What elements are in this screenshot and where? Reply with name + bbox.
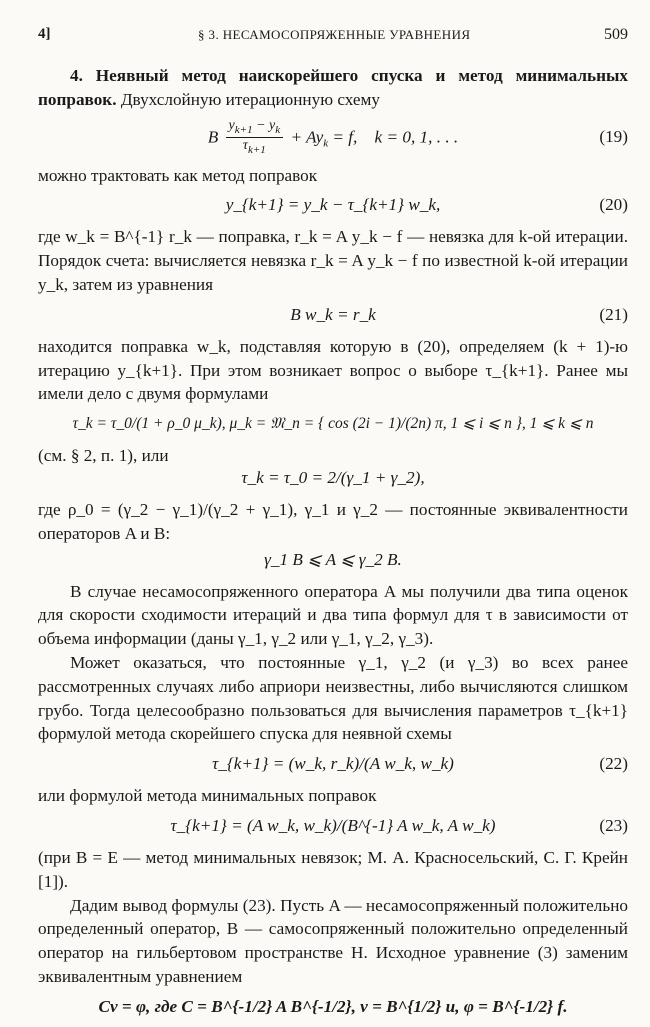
running-header (38, 26, 628, 50)
subsection-heading: 4. Неявный метод наискорейшего спуска и метод минимальных поправок. (38, 66, 628, 109)
formula-tau-zero (38, 464, 628, 494)
paragraph-unknown-constants: Может оказаться, что постоянные γ_1, γ_2 (и γ_3) во всех ранее рассмотренных случаях либо априори неизвестны, либо вычисляются слишком грубо. Тогда целесообразно пользоваться для вычисления параметров τ_{k+1} формулой метода скорейшего спуска для неявной схемы (38, 652, 628, 744)
equation-final-formula: Cv = φ, где C = B^{-1/2} A B^{-1/2}, v = B^{1/2} u, φ = B^{-1/2} f. (98, 996, 568, 1016)
equation-20-formula: y_{k+1} = y_k − τ_{k+1} w_k, (225, 195, 441, 215)
equation-21-number: (21) (599, 304, 628, 324)
running-title: § 3. НЕСАМОСОПРЯЖЕННЫЕ УРАВНЕНИЯ (198, 27, 471, 42)
page-body (38, 64, 628, 1027)
paragraph-derivation: Дадим вывод формулы (23). Пусть A — несамосопряженный положительно определенный оператор, B — самосопряженный положительно определенный оператор на гильбертовом пространстве H. Исходное уравнение (3) заменим эквивалентным уравнением (38, 895, 628, 986)
formula-tau-mu-text: τ_k = τ_0/(1 + ρ_0 μ_k), μ_k = 𝔐_n = { cos (2i − 1)/(2n) π, 1 ⩽ i ⩽ n }, 1 ⩽ k ⩽ n (72, 415, 594, 433)
equation-20 (38, 191, 628, 221)
formula-tau-mu (38, 410, 628, 440)
equation-final (38, 993, 628, 1023)
equation-22 (38, 750, 628, 780)
paragraph-heading (38, 64, 628, 112)
intro-text: Двухслойную итерационную схему (120, 89, 381, 109)
equation-19-formula: B $\frac{y_{k+1} - y_k}{\tau_{k+1}}$ + $Ay_k = f$, k = 0, 1, . . . (207, 117, 459, 157)
equation-21 (38, 301, 628, 331)
formula-gamma-bounds (38, 546, 628, 576)
equation-22-number: (22) (599, 754, 628, 774)
paragraph-rho: где ρ_0 = (γ_2 − γ_1)/(γ_2 + γ_1), γ_1 и γ_2 — постоянные эквивалентности операторов A и B: (38, 499, 628, 543)
equation-21-formula: B w_k = r_k (290, 304, 376, 324)
paragraph-after-20: где w_k = B^{-1} r_k — поправка, r_k = A y_k − f — невязка для k-ой итерации. Порядок счета: вычисляется невязка r_k = A y_k − f по известной k-ой итерации y_k, затем из уравнения (38, 227, 628, 294)
equation-19 (38, 116, 628, 160)
equation-23-number: (23) (599, 815, 628, 835)
equation-23 (38, 812, 628, 842)
formula-gamma-bounds-text: γ_1 B ⩽ A ⩽ γ_2 B. (264, 549, 402, 569)
page-number: 509 (604, 26, 628, 43)
formula-tau-zero-text: τ_k = τ_0 = 2/(γ_1 + γ_2), (241, 467, 425, 487)
paragraph-after-22: или формулой метода минимальных поправок (38, 786, 377, 806)
equation-20-number: (20) (599, 195, 628, 215)
section-mark: 4] (38, 26, 51, 42)
see-reference: (см. § 2, п. 1), или (38, 446, 169, 466)
equation-19-number: (19) (599, 126, 628, 146)
equation-22-formula: τ_{k+1} = (w_k, r_k)/(A w_k, w_k) (212, 754, 454, 774)
paragraph-after-19: можно трактовать как метод поправок (38, 165, 318, 185)
equation-23-formula: τ_{k+1} = (A w_k, w_k)/(B^{-1} A w_k, A w_k) (170, 815, 496, 835)
paragraph-after-23: (при B = E — метод минимальных невязок; М. А. Красносельский, С. Г. Крейн [1]). (38, 847, 628, 891)
paragraph-nonselfadjoint: В случае несамосопряженного оператора A мы получили два типа оценок для скорости сходимости итераций и два типа формул для τ в зависимости от объема информации (даны γ_1, γ_2 или γ_1, γ_2, γ_3). (38, 581, 628, 649)
paragraph-after-21: находится поправка w_k, подставляя которую в (20), определяем (k + 1)-ю итерацию y_{k+1}. При этом возникает вопрос о выборе τ_{k+1}. Ранее мы имели дело с двумя формулами (38, 336, 628, 404)
